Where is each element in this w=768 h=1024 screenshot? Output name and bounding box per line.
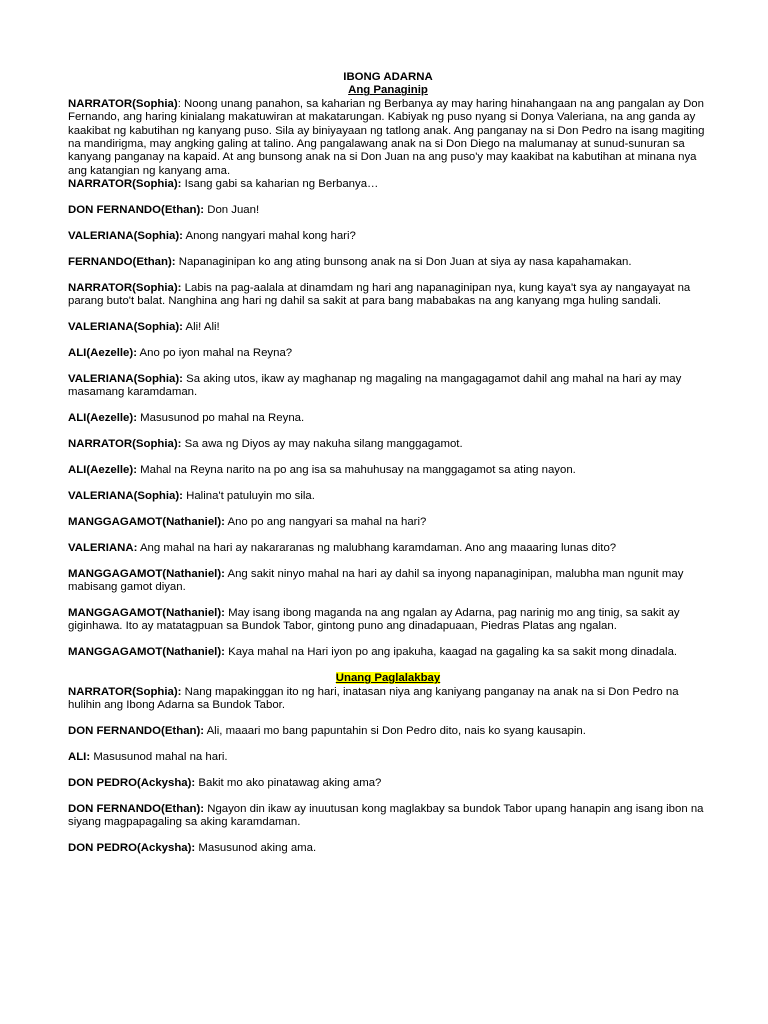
speaker-label: MANGGAGAMOT(Nathaniel): xyxy=(68,515,225,528)
dialogue-line xyxy=(68,204,708,217)
dialogue-line xyxy=(68,842,708,855)
speaker-label: ALI(Aezelle): xyxy=(68,347,137,360)
speaker-label: VALERIANA(Sophia): xyxy=(68,230,183,243)
dialogue-text: May isang ibong maganda na ang ngalan ay Adarna, pag narinig mo ang tinig, sa sakit ay giginhawa. Ito ay matatagpuan sa Bundok Tabor, gintong puno ang dinadapuaan, Piedras Platas ang ngalan. xyxy=(68,607,680,633)
speaker-label: MANGGAGAMOT(Nathaniel): xyxy=(68,607,225,620)
dialogue-line xyxy=(68,777,708,790)
dialogue-text: Anong nangyari mahal kong hari? xyxy=(182,230,356,243)
speaker-label: NARRATOR(Sophia): xyxy=(68,438,182,451)
speaker-label: MANGGAGAMOT(Nathaniel): xyxy=(68,646,225,659)
speaker-label: DON FERNANDO(Ethan): xyxy=(68,725,205,737)
dialogue-line-continued: parang buto't balat. Nanghina ang hari ng dahil sa sakit at para bang mababakas na ang kanyang mga huling sandali. xyxy=(68,295,662,308)
highlighted-section-title: Unang Paglalakbay xyxy=(335,672,441,685)
dialogue-line xyxy=(68,490,708,503)
dialogue-line xyxy=(68,178,708,191)
dialogue-text: Napanaginipan ko ang ating bunsong anak na si Don Juan at siya ay nasa kapahamakan. xyxy=(175,255,632,268)
speaker-label: VALERIANA(Sophia): xyxy=(68,321,183,334)
document-title: IBONG ADARNA xyxy=(343,71,433,83)
dialogue-line xyxy=(68,438,708,451)
speaker-label: FERNANDO(Ethan): xyxy=(68,255,176,268)
dialogue-text: Halina't patuluyin mo sila. xyxy=(182,490,315,503)
dialogue-text: Labis na pag-aalala at dinamdam ng hari ang napanaginipan nya, kung kaya't sya ay nangayayat na xyxy=(181,281,691,294)
dialogue-line xyxy=(68,464,708,477)
dialogue-line xyxy=(68,803,708,830)
dialogue-text: Ang mahal na hari ay nakararanas ng malubhang karamdaman. Ano ang maaaring lunas dito? xyxy=(137,541,617,554)
dialogue-text: Sa awa ng Diyos ay may nakuha silang manggagamot. xyxy=(181,438,463,451)
dialogue-text: Ano po iyon mahal na Reyna? xyxy=(136,347,293,360)
speaker-label: NARRATOR(Sophia): xyxy=(68,281,182,294)
dialogue-text: Ali, maaari mo bang papuntahin si Don Pedro dito, nais ko syang kausapin. xyxy=(204,725,586,737)
dialogue-line xyxy=(68,256,708,269)
dialogue-text: Don Juan! xyxy=(204,204,260,217)
dialogue-line xyxy=(68,412,708,425)
dialogue-text: Isang gabi sa kaharian ng Berbanya… xyxy=(181,178,379,191)
dialogue-text: Ali! Ali! xyxy=(182,321,220,334)
dialogue-line xyxy=(68,516,708,529)
speaker-label: VALERIANA(Sophia): xyxy=(68,490,183,503)
dialogue-line xyxy=(68,230,708,243)
dialogue-line xyxy=(68,373,708,400)
dialogue-line xyxy=(68,542,708,555)
speaker-label: NARRATOR(Sophia) xyxy=(68,97,178,110)
speaker-label: VALERIANA(Sophia): xyxy=(68,373,183,385)
dialogue-text: Nang mapakinggan ito ng hari, inatasan niya ang kaniyang panganay na anak na si Don Pedro na hulihin ang Ibong Adarna sa Bundok Tabor. xyxy=(68,685,679,712)
dialogue-line xyxy=(68,282,708,295)
scene-title-ang-panaginip: Ang Panaginip xyxy=(348,84,428,97)
dialogue-text: Masusunod po mahal na Reyna. xyxy=(136,412,305,425)
speaker-label: MANGGAGAMOT(Nathaniel): xyxy=(68,567,225,580)
dialogue-line xyxy=(68,98,708,178)
speaker-label: DON FERNANDO(Ethan): xyxy=(68,204,205,217)
dialogue-line xyxy=(68,347,708,360)
dialogue-line xyxy=(68,321,708,334)
dialogue-text: Ano po ang nangyari sa mahal na hari? xyxy=(224,515,427,528)
dialogue-line xyxy=(68,568,708,595)
dialogue-text: : Noong unang panahon, sa kaharian ng Berbanya ay may haring hinahangaan na ang pangalan ay Don Fernando, ang haring kinialang makatuwiran at makatarungan. Kabiyak ng puso nyang si Donya Valeriana, na ang ganda ay kaakibat ng kabutihan ng kanyang puso. Sila ay biniyayaan ng tatlong anak. Ang panganay na si Don Pedro na isang magiting na mandirigma, may angking galing at talino. Ang pangalawang anak na si Don Diego na malumanay at sunud-sunuran sa kanyang panganay na kapaid. At ang bunsong anak na si Don Juan na ang puso'y may kaakibat na kabutihan at minana nya ang katangian ng kanyang ama. xyxy=(68,97,705,177)
document-body xyxy=(68,71,708,855)
speaker-label: ALI: xyxy=(68,750,91,763)
speaker-label: VALERIANA: xyxy=(68,541,138,554)
dialogue-line xyxy=(68,646,708,659)
dialogue-text: Kaya mahal na Hari iyon po ang ipakuha, kaagad na gagaling ka sa sakit mong dinadala. xyxy=(224,646,678,659)
scene-title-unang-paglalakbay xyxy=(68,672,708,685)
speaker-label: DON FERNANDO(Ethan): xyxy=(68,802,205,815)
dialogue-text: Ngayon din ikaw ay inuutusan kong maglakbay sa bundok Tabor upang hanapin ang isang ibon na siyang magpapagaling sa aking karamdaman. xyxy=(68,802,704,829)
dialogue-text: Ang sakit ninyo mahal na hari ay dahil sa inyong napanaginipan, malubha man ngunit may mabisang gamot diyan. xyxy=(68,567,684,594)
dialogue-line xyxy=(68,751,708,764)
dialogue-text: Sa aking utos, ikaw ay maghanap ng magaling na mangagagamot dahil ang mahal na hari ay may masamang karamdaman. xyxy=(68,373,682,399)
speaker-label: NARRATOR(Sophia): xyxy=(68,178,182,191)
dialogue-line xyxy=(68,725,708,738)
dialogue-line xyxy=(68,607,708,634)
speaker-label: ALI(Aezelle): xyxy=(68,464,137,477)
speaker-label: NARRATOR(Sophia): xyxy=(68,685,182,698)
dialogue-text: Masusunod mahal na hari. xyxy=(90,750,228,763)
dialogue-text: Masusunod aking ama. xyxy=(195,842,317,855)
speaker-label: DON PEDRO(Ackysha): xyxy=(68,842,196,855)
speaker-label: DON PEDRO(Ackysha): xyxy=(68,776,196,789)
dialogue-text: Mahal na Reyna narito na po ang isa sa mahuhusay na manggagamot sa ating nayon. xyxy=(136,464,576,477)
dialogue-text: Bakit mo ako pinatawag aking ama? xyxy=(195,776,382,789)
dialogue-line xyxy=(68,686,708,713)
speaker-label: ALI(Aezelle): xyxy=(68,412,137,425)
